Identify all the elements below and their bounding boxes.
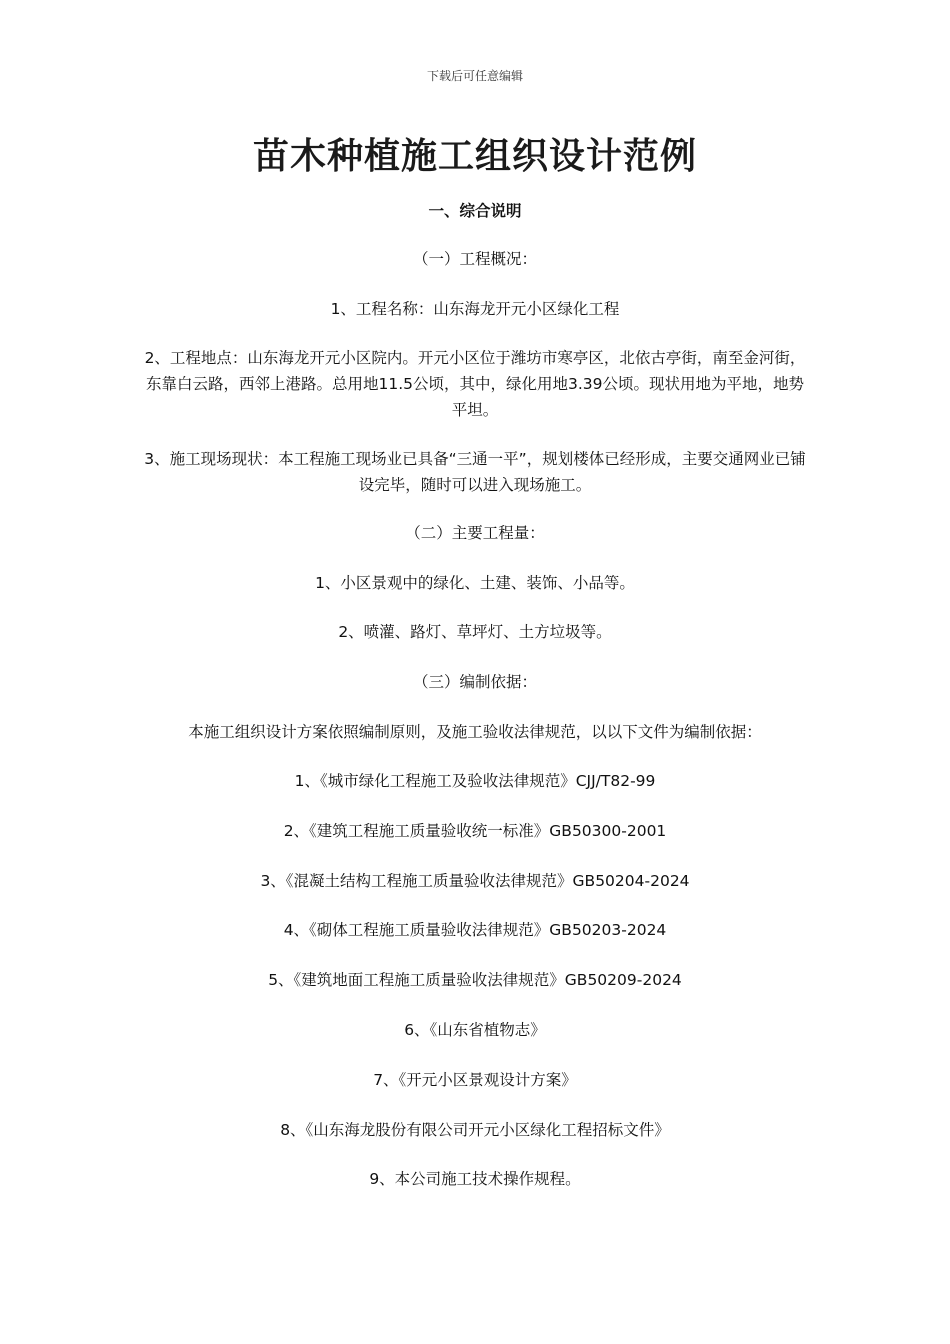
work-item: 1、小区景观中的绿化、土建、装饰、小品等。	[315, 574, 635, 592]
basis-item: 5、《建筑地面工程施工质量验收法律规范》GB50209-2024	[268, 971, 682, 989]
basis-item: 2、《建筑工程施工质量验收统一标准》GB50300-2001	[283, 822, 667, 840]
site-status-item: 3、施工现场现状：本工程施工现场业已具备“三通一平”，规划楼体已经形成，主要交通网业已铺设完毕，随时可以进入现场施工。	[144, 450, 806, 494]
subsection-heading-quantities: （二）主要工程量：	[405, 524, 545, 542]
basis-item: 3、《混凝土结构工程施工质量验收法律规范》GB50204-2024	[260, 872, 690, 890]
work-item: 2、喷灌、路灯、草坪灯、土方垃圾等。	[338, 623, 612, 641]
section-heading: 一、综合说明	[428, 202, 522, 220]
subsection-heading-basis: （三）编制依据：	[412, 673, 537, 691]
subsection-heading-overview: （一）工程概况：	[412, 250, 537, 268]
document-title: 苗木种植施工组织设计范例	[252, 135, 697, 177]
basis-item: 4、《砌体工程施工质量验收法律规范》GB50203-2024	[283, 921, 667, 939]
project-location-item: 2、工程地点：山东海龙开元小区院内。开元小区位于潍坊市寒亭区，北依古亭街，南至金河街，东靠白云路，西邻上港路。总用地11.5公顷，其中，绿化用地3.39公顷。现状用地为平地，地势平坦。	[144, 349, 806, 419]
basis-item: 9、本公司施工技术操作规程。	[369, 1170, 581, 1188]
basis-item: 8、《山东海龙股份有限公司开元小区绿化工程招标文件》	[280, 1121, 670, 1139]
header-note: 下载后可任意编辑	[426, 69, 523, 83]
basis-item: 7、《开元小区景观设计方案》	[373, 1071, 577, 1089]
basis-intro: 本施工组织设计方案依照编制原则，及施工验收法律规范，以以下文件为编制依据：	[188, 723, 762, 741]
basis-item: 1、《城市绿化工程施工及验收法律规范》CJJ/T82-99	[294, 772, 656, 790]
project-name-item: 1、工程名称：山东海龙开元小区绿化工程	[330, 300, 620, 318]
basis-item: 6、《山东省植物志》	[404, 1021, 546, 1039]
